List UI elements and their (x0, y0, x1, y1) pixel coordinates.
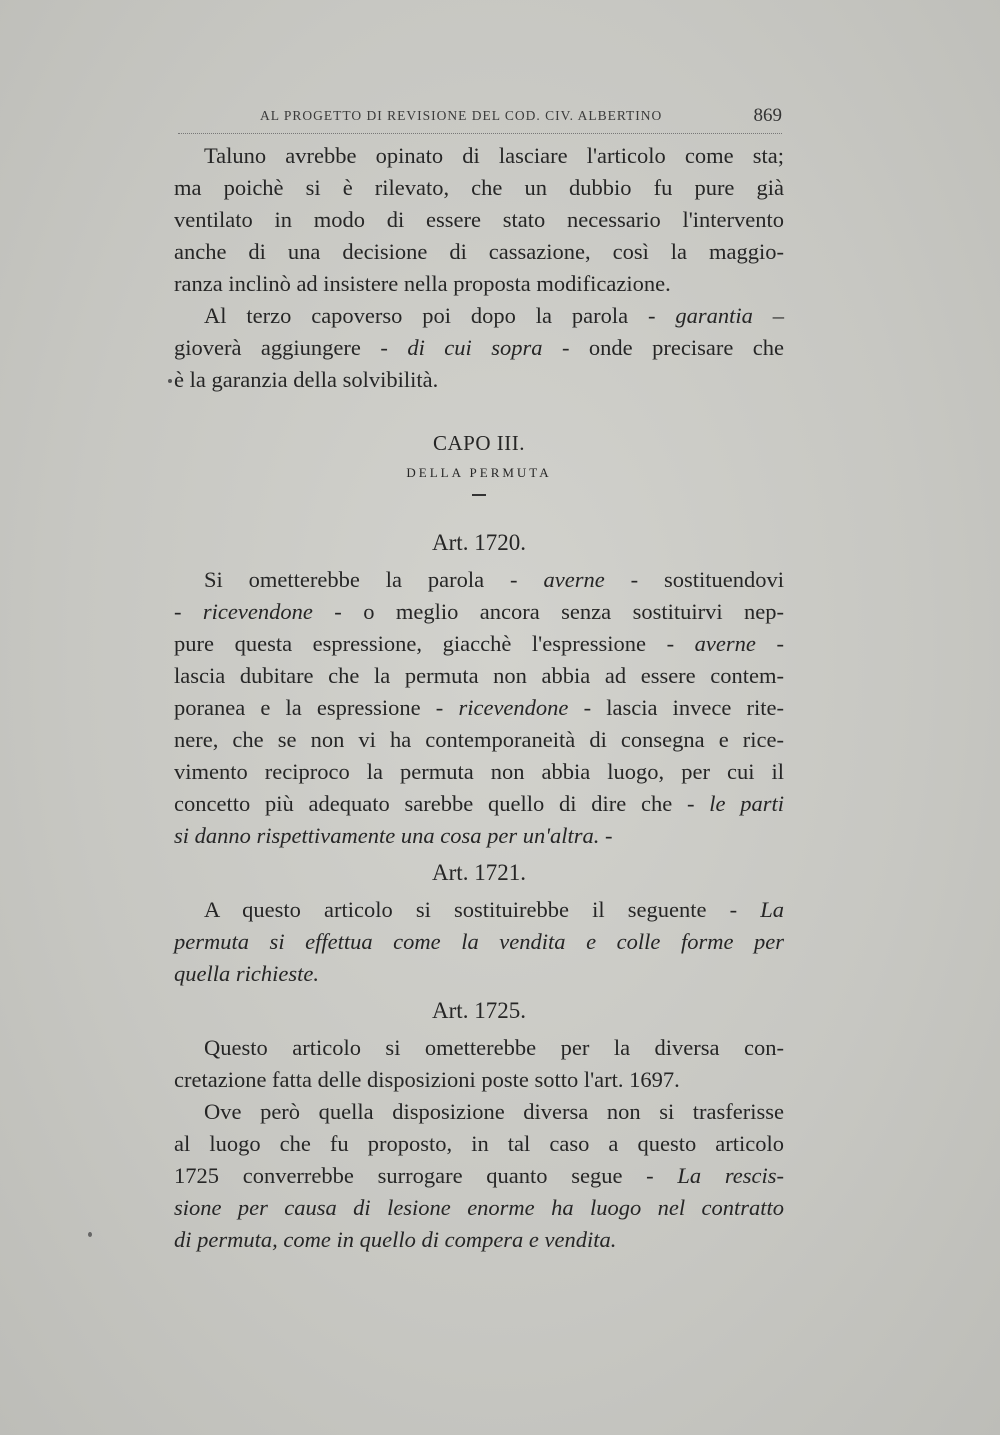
text-line (174, 820, 784, 852)
italic-run: averne (543, 567, 605, 592)
text-line (174, 894, 784, 926)
text-line (174, 300, 784, 332)
chapter-title: CAPO III. (433, 431, 525, 455)
text-run: - lascia invece rite- (568, 695, 784, 720)
text-line: cretazione fatta delle disposizioni poste sotto l'art. 1697. (174, 1067, 680, 1092)
italic-run: ricevendone (202, 599, 313, 624)
text-line: è la garanzia della solvibilità. (174, 367, 439, 392)
italic-run: le parti (709, 791, 784, 816)
text-run: - (755, 631, 784, 656)
text-line (174, 692, 784, 724)
italic-run: ricevendone (458, 695, 569, 720)
article-heading-1720: Art. 1720. (432, 530, 526, 555)
article-heading-1721: Art. 1721. (432, 860, 526, 885)
text-line: ventilato in modo di essere stato necessario l'intervento (174, 207, 784, 232)
text-line: vimento reciproco la permuta non abbia luogo, per cui il (174, 759, 784, 784)
text-line (174, 596, 784, 628)
italic-run: permuta si effettua come la vendita e colle forme per (174, 929, 784, 954)
text-line: nere, che se non vi ha contemporaneità di consegna e rice- (174, 727, 784, 752)
text-line: Taluno avrebbe opinato di lasciare l'articolo come sta; (204, 143, 784, 168)
paragraph-terzo-capoverso (174, 300, 784, 396)
paragraph-taluno (174, 140, 784, 300)
italic-run: di cui sopra (407, 335, 543, 360)
text-run: concetto più adequato sarebbe quello di dire che - (174, 791, 710, 816)
text-line: lascia dubitare che la permuta non abbia ad essere contem- (174, 663, 784, 688)
text-run: pure questa espressione, giacchè l'espressione - (174, 631, 695, 656)
main-text (174, 140, 784, 1256)
text-line (174, 958, 784, 990)
separator-dash (472, 494, 486, 496)
running-head (178, 105, 782, 132)
text-run: Si ometterebbe la parola - (204, 567, 544, 592)
text-line: Questo articolo si ometterebbe per la diversa con- (204, 1035, 784, 1060)
italic-run: quella richieste. (174, 961, 319, 986)
text-run: poranea e la espressione - (174, 695, 459, 720)
article-1725-text (174, 1032, 784, 1256)
italic-run: di permuta, come in quello di compera e vendita. (174, 1227, 617, 1252)
margin-mark (168, 379, 172, 383)
text-line (174, 1192, 784, 1224)
article-heading-1725: Art. 1725. (432, 998, 526, 1023)
article-1720-text (174, 564, 784, 852)
text-line (174, 1160, 784, 1192)
italic-run: si danno rispettivamente una cosa per un'altra. (174, 823, 600, 848)
section-title: DELLA PERMUTA (406, 465, 552, 480)
text-run: - onde precisare che (542, 335, 784, 360)
text-line: al luogo che fu proposto, in tal caso a questo articolo (174, 1131, 784, 1156)
italic-run: sione per causa di lesione enorme ha luogo nel contratto (174, 1195, 784, 1220)
header-dotted-rule (178, 133, 782, 134)
text-run: - (174, 599, 203, 624)
text-line (174, 332, 784, 364)
text-run: - o meglio ancora senza sostituirvi nep- (312, 599, 784, 624)
text-line: ranza inclinò ad insistere nella proposta modificazione. (174, 271, 671, 296)
italic-run: La (760, 897, 784, 922)
text-run: 1725 converrebbe surrogare quanto segue - (174, 1163, 678, 1188)
text-line (174, 788, 784, 820)
text-line (174, 1224, 784, 1256)
text-run: - (599, 823, 613, 848)
text-run: – (752, 303, 785, 328)
text-run: A questo articolo si sostituirebbe il seguente - (204, 897, 761, 922)
italic-run: garantia (675, 303, 753, 328)
italic-run: averne (694, 631, 756, 656)
running-head-title: AL PROGETTO DI REVISIONE DEL COD. CIV. ALBERTINO (260, 108, 663, 123)
text-line: Ove però quella disposizione diversa non si trasferisse (204, 1099, 784, 1124)
text-run: Al terzo capoverso poi dopo la parola - (204, 303, 676, 328)
text-line: anche di una decisione di cassazione, così la maggio- (174, 239, 784, 264)
text-line (174, 564, 784, 596)
page-speck (88, 1232, 92, 1237)
page-number: 869 (753, 105, 782, 126)
text-line (174, 926, 784, 958)
article-1721-text (174, 894, 784, 990)
text-line (174, 628, 784, 660)
text-run: - sostituendovi (604, 567, 785, 592)
text-run: gioverà aggiungere - (174, 335, 408, 360)
text-line: ma poichè si è rilevato, che un dubbio fu pure già (174, 175, 784, 200)
italic-run: La rescis- (677, 1163, 784, 1188)
